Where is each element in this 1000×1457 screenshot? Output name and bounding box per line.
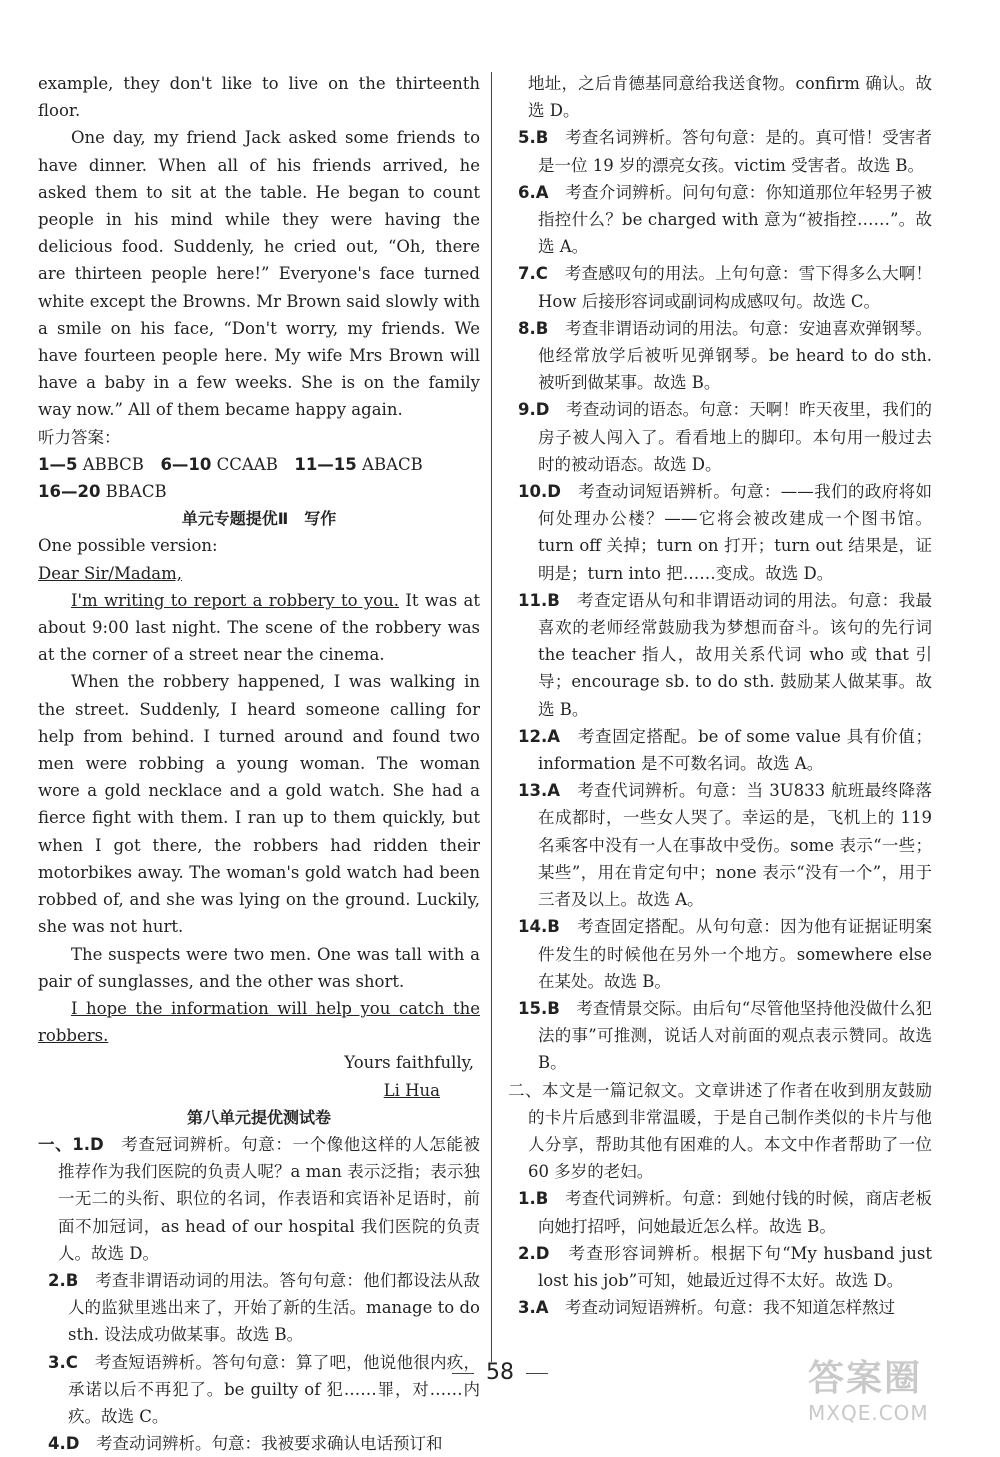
answer-item (508, 723, 932, 777)
answer-range: 11—15 (294, 454, 357, 474)
answer-number: 14.B (518, 917, 560, 937)
answer-number: 2.B (48, 1270, 79, 1290)
answer-item (38, 1267, 480, 1349)
answer-item (508, 1185, 932, 1239)
letter-text: It was at about 9:00 last night. The scene of the robbery was at the corner of a street near the cinema. (38, 590, 480, 665)
answer-letters: BBACB (100, 482, 167, 502)
answer-range: 1—5 (38, 454, 78, 474)
answer-number: 3.C (48, 1352, 78, 1372)
answer-explanation: 考查名词辨析。答句句意：是的。真可惜！受害者是一位 19 岁的漂亮女孩。victim 受害者。故选 B。 (538, 128, 932, 175)
answer-explanation: 考查介词辨析。问句句意：你知道那位年轻男子被指控什么？be charged with 意为“被指控……”。故选 A。 (538, 182, 932, 257)
answer-explanation: 考查固定搭配。be of some value 具有价值；information 是不可数名词。故选 A。 (538, 726, 932, 774)
answer-explanation: 考查情景交际。由后句“尽管他坚持他没做什么犯法的事”可推测，说话人对前面的观点表示赞同。故选 B。 (538, 998, 932, 1073)
answer-explanation: 考查动词短语辨析。句意：——我们的政府将如何处理办公楼？——它将会被改建成一个图书馆。turn off 关掉；turn on 打开；turn out 结果是，证明是；turn into 把……变成。故选 D。 (538, 482, 932, 583)
answer-number: 1.B (518, 1189, 549, 1209)
answer-number: 15.B (518, 998, 560, 1018)
answer-explanation: 考查动词短语辨析。句意：我不知道怎样熬过 (548, 1298, 896, 1318)
watermark-logo-text: 答案圈 (808, 1358, 923, 1399)
story-paragraph: example, they don't like to live on the thirteenth floor. (38, 74, 480, 121)
answer-explanation: 考查动词的语态。句意：天啊！昨天夜里，我们的房子被人闯入了。看看地上的脚印。本句用一般过去时的被动语态。故选 D。 (538, 400, 932, 474)
answer-explanation: 考查非谓语动词的用法。句意：安迪喜欢弹钢琴。他经常放学后被听见弹钢琴。be heard to do sth. 被听到做某事。故选 B。 (538, 318, 932, 393)
answer-number: 11.B (518, 590, 560, 610)
answer-number: 8.B (518, 318, 549, 338)
answer-item (508, 1240, 932, 1294)
page-number: 58 (0, 1360, 1000, 1385)
answer-number: 5.B (518, 128, 549, 148)
answer-explanation: 考查固定搭配。从句句意：因为他有证据证明案件发生的时候他在另外一个地方。somewhere else 在某处。故选 B。 (538, 917, 932, 991)
letter-paragraph: The suspects were two men. One was tall with a pair of sunglasses, and the other was short. (38, 944, 480, 991)
story-paragraph: One day, my friend Jack asked some friends to have dinner. When all of his friends arrived, he asked them to sit at the table. He began to count people in his mind while they were having the delicious food. Suddenly, he cried out, “Oh, there are thirteen people here!” Everyone's face turned white except the Browns. Mr Brown said slowly with a smile on his face, “Don't worry, my friends. We have fourteen people here. My wife Mrs Brown will have a baby in a few weeks. She is on the family way now.” All of them became happy again. (38, 128, 480, 420)
answer-number: 3.A (518, 1298, 549, 1318)
answer-explanation: 考查短语辨析。答句句意：算了吧，他说他很内疚，承诺以后不再犯了。be guilty of 犯……罪，对……内疚。故选 C。 (68, 1352, 481, 1426)
answer-number: 4.D (48, 1434, 80, 1454)
answer-number: 13.A (518, 781, 560, 801)
answer-item (38, 1131, 480, 1267)
answer-explanation: 考查形容词辨析。根据下句“My husband just lost his job”可知，她最近过得不太好。故选 D。 (538, 1243, 932, 1290)
answer-explanation: 考查冠词辨析。句意：一个像他这样的人怎能被推荐作为我们医院的负责人呢？a man 表示泛指；表示独一无二的头衔、职位的名词，作表语和宾语补足语时，前面不加冠词，as head of our hospital 我们医院的负责人。故选 D。 (58, 1134, 481, 1263)
answer-list (508, 124, 932, 1076)
answer-item (508, 1294, 932, 1321)
answer-explanation: 考查代词辨析。句意：到她付钱的时候，商店老板向她打招呼，问她最近怎么样。故选 B。 (538, 1189, 932, 1236)
answer-item (508, 587, 932, 723)
right-column (508, 70, 932, 1321)
letter-paragraph (38, 995, 480, 1049)
listening-answers (38, 478, 480, 505)
possible-version-label: One possible version: (38, 536, 218, 556)
answer-number: 7.C (518, 264, 548, 284)
answer-item (508, 124, 932, 178)
answer-item (508, 913, 932, 995)
answer-range: 16—20 (38, 482, 101, 502)
answer-explanation: 考查定语从句和非谓语动词的用法。句意：我最喜欢的老师经常鼓励我为梦想而奋斗。该句的先行词 the teacher 指人，故用关系代词 who 或 that 引导；encourage sb. to do sth. 鼓励某人做某事。故选 B。 (538, 590, 932, 719)
answer-number: 10.D (518, 482, 561, 502)
answer-letters: ABBCB (77, 454, 161, 474)
answer-item (508, 777, 932, 913)
section-label: 一、 (38, 1134, 73, 1154)
answer-letters: CCAAB (211, 454, 295, 474)
answer-item (508, 396, 932, 478)
column-divider (491, 72, 492, 1362)
underlined-sentence: I hope the information will help you catch the robbers. (38, 998, 480, 1046)
underlined-sentence: I'm writing to report a robbery to you. (71, 590, 399, 610)
answer-number: 1.D (72, 1134, 104, 1154)
watermark-logo (808, 1350, 980, 1425)
answer-item (508, 478, 932, 587)
answer-item (508, 995, 932, 1077)
section-summary: 二、本文是一篇记叙文。文章讲述了作者在收到朋友鼓励的卡片后感到非常温暖，于是自己制作类似的卡片与他人分享，帮助其他有困难的人。本文中作者帮助了一位 60 多岁的老妇。 (508, 1080, 932, 1182)
answer-number: 9.D (518, 400, 550, 420)
answer-explanation: 考查代词辨析。句意：当 3U833 航班最终降落在成都时，一些女人哭了。幸运的是，飞机上的 119 名乘客中没有一人在事故中受伤。some 表示“一些；某些”，用在肯定句中；none 表示“没有一个”，用于三者及以上。故选 A。 (538, 781, 932, 910)
writing-heading: 单元专题提优Ⅱ 写作 (181, 509, 337, 529)
answer-explanation: 考查动词辨析。句意：我被要求确认电话预订和 (95, 1434, 443, 1454)
answer-item (508, 260, 932, 314)
answer-explanation: 考查非谓语动词的用法。答句句意：他们都设法从敌人的监狱里逃出来了，开始了新的生活。manage to do sth. 设法成功做某事。故选 B。 (68, 1270, 481, 1345)
letter-paragraph (38, 587, 480, 669)
answer-number: 6.A (518, 182, 549, 202)
letter-closing: Yours faithfully, (344, 1053, 474, 1073)
answer-item (508, 315, 932, 397)
answer-letters: ABACB (356, 454, 423, 474)
answer-number: 2.D (518, 1243, 550, 1263)
answer-list (508, 1185, 932, 1321)
answer-explanation: 考查感叹句的用法。上句句意：雪下得多么大啊！How 后接形容词或副词构成感叹句。故选 C。 (538, 264, 932, 311)
answer-item (38, 1430, 480, 1457)
answer-number: 12.A (518, 726, 560, 746)
test-heading: 第八单元提优测试卷 (186, 1107, 331, 1127)
watermark-url: MXQE.COM (808, 1401, 929, 1425)
letter-paragraph: When the robbery happened, I was walking in the street. Suddenly, I heard someone calling for help from behind. I turned around and found two men were robbing a young woman. The woman wore a gold necklace and a gold watch. She had a fierce fight with them. I ran up to them quickly, but when I got there, the robbers had ridden their motorbikes away. The woman's gold watch had been robbed of, and she was lying on the ground. Luckily, she was not hurt. (38, 672, 480, 937)
answer-range: 6—10 (160, 454, 212, 474)
letter-salutation: Dear Sir/Madam, (38, 563, 183, 583)
letter-signature: Li Hua (383, 1080, 440, 1100)
answer-continuation: 地址，之后肯德基同意给我送食物。confirm 确认。故选 D。 (528, 74, 932, 121)
listening-answers (38, 451, 480, 478)
listening-label: 听力答案： (38, 427, 121, 447)
answer-item (508, 179, 932, 261)
left-column (38, 70, 480, 1457)
